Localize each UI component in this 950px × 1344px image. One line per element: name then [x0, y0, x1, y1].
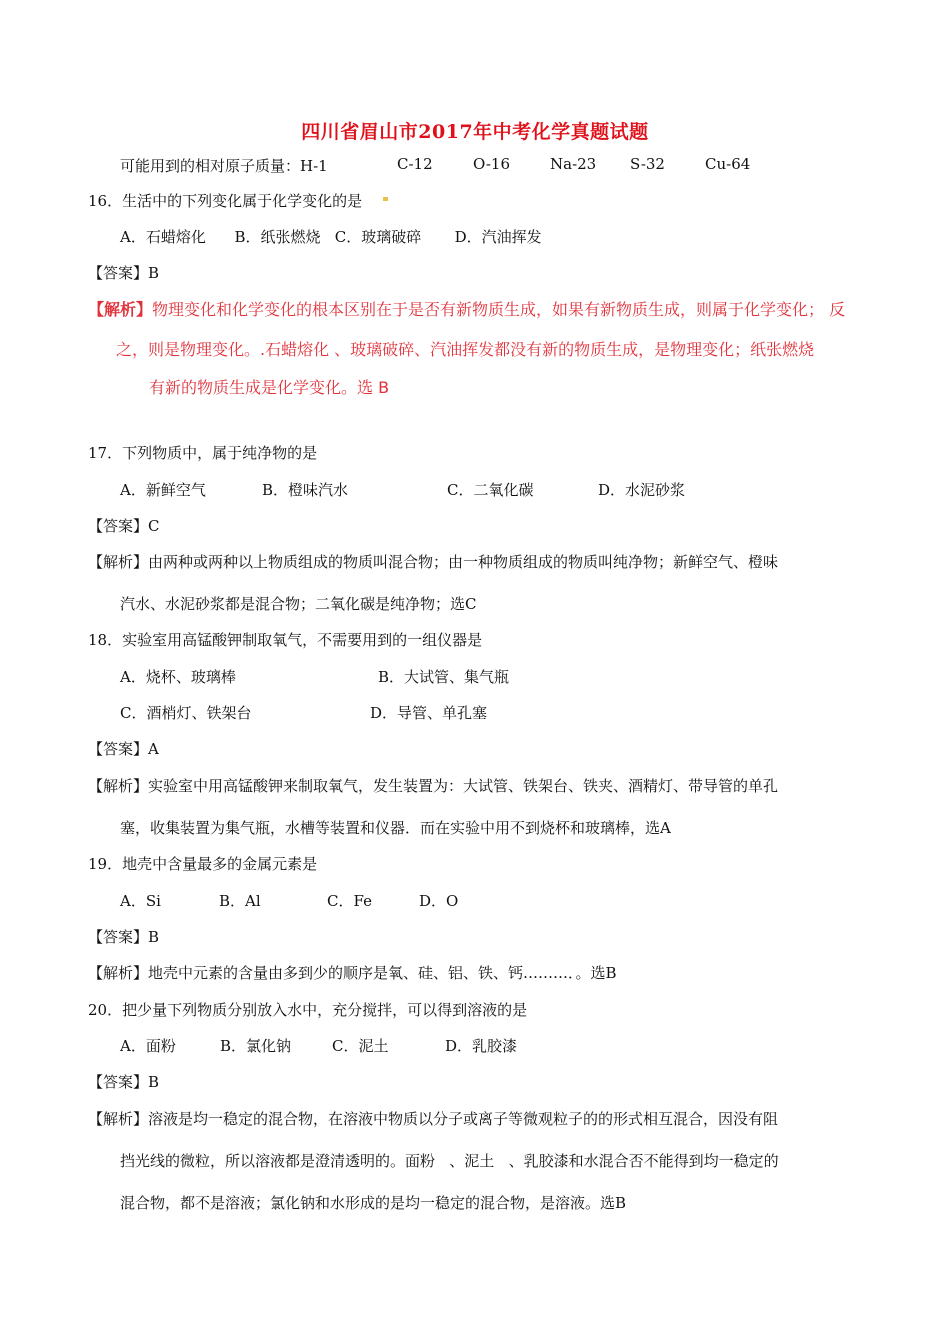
q19-option-d: D．O [419, 892, 459, 910]
q19-option-a: A．Si [120, 892, 161, 910]
q16-analysis-line-2: 之，则是物理变化。.石蜡熔化 、玻璃破碎、汽油挥发都没有新的物质生成，是物理变化；纸张燃烧 [116, 340, 815, 359]
q20-option-c: C．泥土 [332, 1037, 389, 1055]
q17-analysis-line-1: 【解析】由两种或两种以上物质组成的物质叫混合物；由一种物质组成的物质叫纯净物；新鲜空气、橙味 [88, 553, 779, 571]
q20-option-a: A．面粉 [120, 1037, 176, 1055]
q17-analysis-line-2: 汽水、水泥砂浆都是混合物；二氧化碳是纯净物；选C [120, 595, 477, 613]
q17-answer: 【答案】C [88, 517, 160, 535]
q17-stem: 17．下列物质中，属于纯净物的是 [88, 444, 318, 462]
q20-option-b: B．氯化钠 [220, 1037, 292, 1055]
atomic-mass-cu: Cu-64 [705, 155, 751, 173]
q16-analysis-label: 【解析】 [88, 300, 153, 319]
atomic-mass-o: O-16 [473, 155, 511, 173]
q17-option-d: D．水泥砂浆 [598, 481, 686, 499]
q16-answer: 【答案】B [88, 264, 160, 282]
q18-answer: 【答案】A [88, 740, 159, 758]
q19-option-b: B．Al [219, 892, 261, 910]
q18-option-a: A．烧杯、玻璃棒 [120, 668, 236, 686]
q17-option-b: B．橙味汽水 [262, 481, 349, 499]
q20-analysis-line-1: 【解析】溶液是均一稳定的混合物，在溶液中物质以分子或离子等微观粒子的的形式相互混合，因没有阻 [88, 1110, 779, 1128]
atomic-mass-label: 可能用到的相对原子质量：H-1 [120, 157, 328, 175]
q20-analysis-line-2: 挡光线的微粒，所以溶液都是澄清透明的。面粉 、泥土 、乳胶漆和水混合否不能得到均一稳定的 [120, 1152, 779, 1170]
q19-option-c: C．Fe [327, 892, 372, 910]
q20-stem: 20．把少量下列物质分别放入水中，充分搅拌，可以得到溶液的是 [88, 1001, 528, 1019]
q20-analysis-line-3: 混合物，都不是溶液；氯化钠和水形成的是均一稳定的混合物，是溶液。选B [120, 1194, 627, 1212]
q19-answer: 【答案】B [88, 928, 160, 946]
q18-stem: 18．实验室用高锰酸钾制取氧气，不需要用到的一组仪器是 [88, 631, 483, 649]
q18-option-b: B．大试管、集气瓶 [378, 668, 510, 686]
atomic-mass-c: C-12 [397, 155, 433, 173]
q16-analysis-line-1 [88, 300, 845, 320]
q16-analysis-text-1: 物理变化和化学变化的根本区别在于是否有新物质生成，如果有新物质生成，则属于化学变化； 反 [152, 300, 846, 319]
atomic-mass-na: Na-23 [550, 155, 597, 173]
page-title: 四川省眉山市2017年中考化学真题试题 [301, 121, 649, 143]
q17-option-a: A．新鲜空气 [120, 481, 206, 499]
q18-option-c: C．酒梢灯、铁架台 [120, 704, 252, 722]
q18-analysis-line-2: 塞，收集装置为集气瓶，水槽等装置和仪器．而在实验中用不到烧杯和玻璃棒，选A [120, 819, 671, 837]
q19-stem: 19．地壳中含量最多的金属元素是 [88, 855, 318, 873]
cursor-mark [383, 197, 388, 201]
q16-options: A．石蜡熔化 B．纸张燃烧 C．玻璃破碎 D．汽油挥发 [120, 228, 542, 246]
q20-option-d: D．乳胶漆 [445, 1037, 518, 1055]
q19-analysis-line-1: 【解析】地壳中元素的含量由多到少的顺序是氧、硅、铝、铁、钙………．。选B [88, 964, 617, 982]
q18-analysis-line-1: 【解析】实验室中用高锰酸钾来制取氧气，发生装置为：大试管、铁架台、铁夹、酒精灯、带导管的单孔 [88, 777, 779, 795]
q18-option-d: D．导管、单孔塞 [370, 704, 488, 722]
q17-option-c: C．二氧化碳 [447, 481, 534, 499]
q20-answer: 【答案】B [88, 1073, 160, 1091]
q16-stem: 16．生活中的下列变化属于化学变化的是 [88, 192, 363, 210]
q16-analysis-line-3: 有新的物质生成是化学变化。选 B [149, 378, 390, 397]
atomic-mass-s: S-32 [630, 155, 665, 173]
